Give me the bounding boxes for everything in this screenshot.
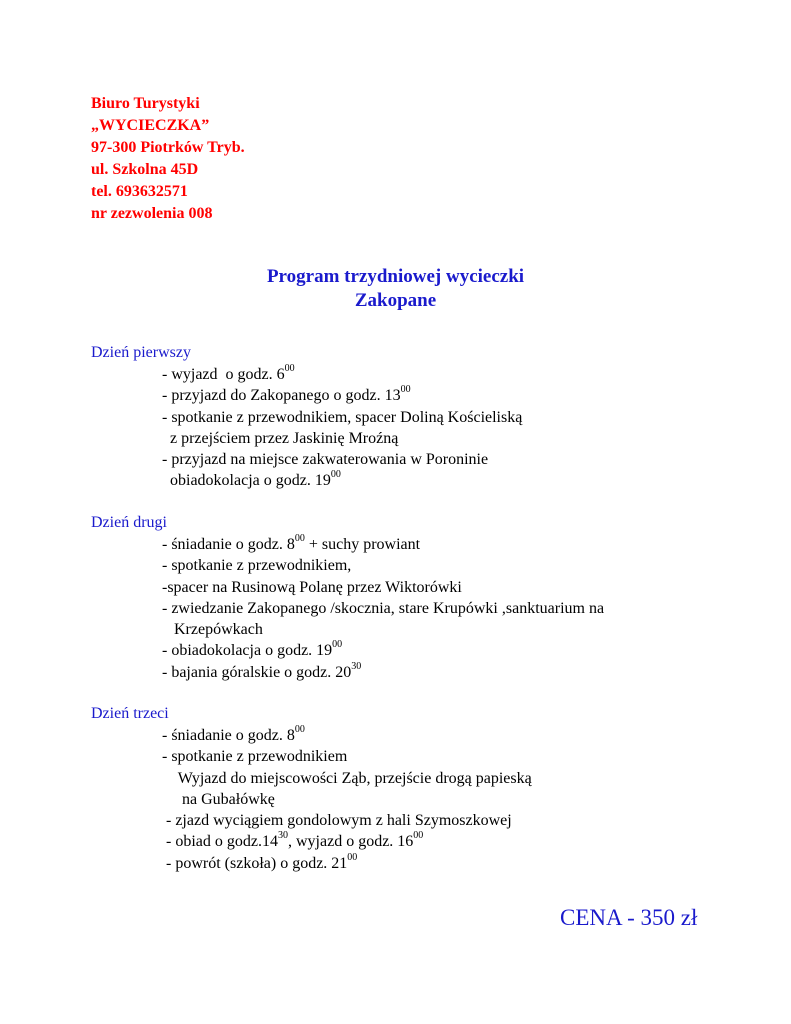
- list-item: - wyjazd o godz. $6^{00}$: [162, 363, 295, 383]
- list-item: - bajania góralskie o godz. $20^{30}$: [162, 660, 362, 681]
- day-1-items: [0, 363, 523, 492]
- list-item: - zwiedzanie Zakopanego /skocznia, stare Krupówki ,sanktuarium na: [162, 599, 605, 617]
- program-title-line1: Program trzydniowej wycieczki: [266, 266, 525, 287]
- agency-permit: nr zezwolenia 008: [91, 205, 213, 222]
- list-item: - spotkanie z przewodnikiem, spacer Doliną Kościeliską: [162, 408, 523, 426]
- list-item: - obiad o $godz.14^{30}$, wyjazd o godz. $16^{00}$: [162, 830, 424, 851]
- list-item: - przyjazd do Zakopanego o godz. $13^{00}$: [162, 384, 411, 405]
- day-3-items: [0, 724, 532, 874]
- program-title-line2: Zakopane: [354, 290, 437, 311]
- list-item: na Gubałówkę: [162, 790, 275, 808]
- agency-header: [91, 93, 245, 225]
- list-item: - śniadanie o godz. $8^{00}$: [162, 724, 305, 744]
- list-item: z przejściem przez Jaskinię Mroźną: [162, 429, 399, 447]
- list-item: -spacer na Rusinową Polanę przez Wiktorówki: [162, 578, 462, 596]
- agency-name: Biuro Turystyki: [91, 95, 200, 112]
- day-2-heading: Dzień drugi: [91, 514, 167, 531]
- price-label: CENA - 350 zł: [560, 905, 698, 930]
- list-item: obiadokolacja o godz. $19^{00}$: [162, 469, 341, 490]
- day-3-heading: Dzień trzeci: [91, 705, 169, 722]
- agency-city: 97-300 Piotrków Tryb.: [91, 139, 245, 156]
- day-2-items: [0, 533, 605, 683]
- agency-street: ul. Szkolna 45D: [91, 161, 199, 178]
- agency-brand: „WYCIECZKA”: [91, 117, 210, 134]
- list-item: Krzepówkach: [162, 621, 263, 639]
- list-item: Wyjazd do miejscowości Ząb, przejście drogą papieską: [162, 769, 532, 787]
- agency-phone: tel. 693632571: [91, 183, 188, 200]
- day-1-heading: Dzień pierwszy: [91, 344, 191, 361]
- list-item: - śniadanie o godz. $8^{00}$ + suchy prowiant: [162, 533, 421, 553]
- list-item: - spotkanie z przewodnikiem: [162, 748, 348, 766]
- list-item: - przyjazd na miejsce zakwaterowania w Poroninie: [162, 451, 489, 469]
- list-item: - zjazd wyciągiem gondolowym z hali Szymoszkowej: [162, 812, 512, 830]
- list-item: - powrót (szkoła) o godz. $21^{00}$: [162, 851, 358, 872]
- program-title: [0, 265, 791, 313]
- list-item: - obiadokolacja o godz. $19^{00}$: [162, 639, 343, 660]
- list-item: - spotkanie z przewodnikiem,: [162, 557, 352, 575]
